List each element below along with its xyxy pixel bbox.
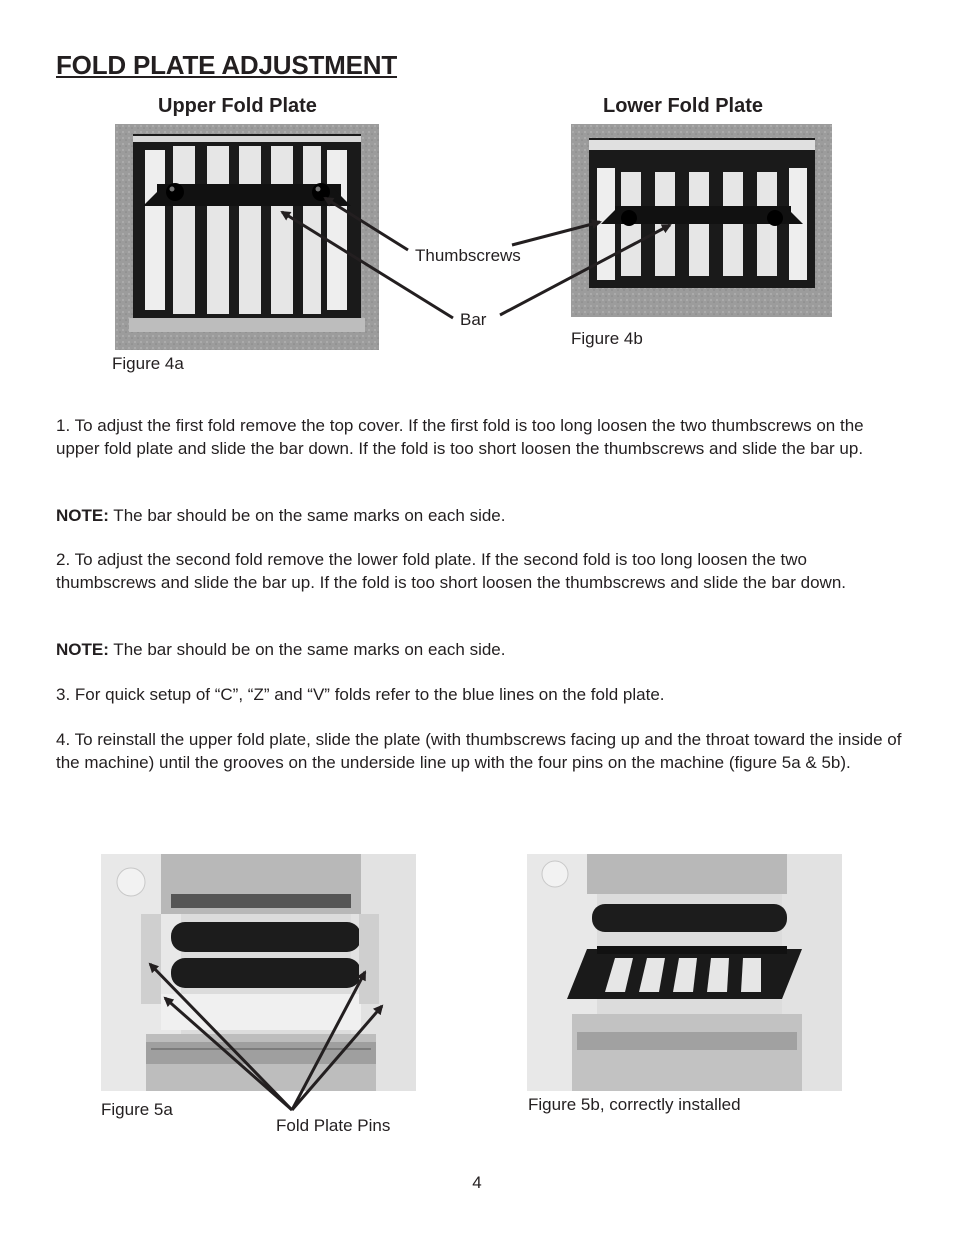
note-1-text: The bar should be on the same marks on each side. [108,506,506,525]
callout-fold-plate-pins: Fold Plate Pins [276,1116,391,1135]
note-2 [56,639,906,662]
lower-fold-plate-heading: Lower Fold Plate [603,95,764,117]
instruction-2: 2. To adjust the second fold remove the lower fold plate. If the second fold is too long loosen the two thumbscrews and slide the bar up. If the fold is too short loosen the thumbscrews and slide the bar down. [56,550,846,592]
page-number: 4 [472,1173,482,1192]
page-title: FOLD PLATE ADJUSTMENT [56,50,398,80]
note-1-label: NOTE: [56,506,109,525]
figure-5b-caption: Figure 5b, correctly installed [528,1095,741,1114]
instruction-3: 3. For quick setup of “C”, “Z” and “V” folds refer to the blue lines on the fold plate. [56,685,665,704]
figure-5a-callout-arrows [0,900,954,1130]
note-2-text: The bar should be on the same marks on each side. [108,640,506,659]
figure-4-callout-arrows [0,0,954,400]
callout-bar: Bar [460,310,487,329]
figure-5a-caption: Figure 5a [101,1100,173,1119]
instruction-1: 1. To adjust the first fold remove the top cover. If the first fold is too long loosen the two thumbscrews on the upper fold plate and slide the bar down. If the fold is too short loosen the thumbscrews and slide the bar up. [56,416,864,458]
note-2-label: NOTE: [56,640,109,659]
callout-thumbscrews: Thumbscrews [415,246,521,265]
figure-4b-caption: Figure 4b [571,329,643,348]
instruction-4: 4. To reinstall the upper fold plate, slide the plate (with thumbscrews facing up and the throat toward the inside of the machine) until the grooves on the underside line up with the four pins on the machine (figure 5a & 5b). [56,730,902,772]
upper-fold-plate-heading: Upper Fold Plate [158,95,317,117]
figure-4a-caption: Figure 4a [112,354,184,373]
note-1 [56,505,906,528]
